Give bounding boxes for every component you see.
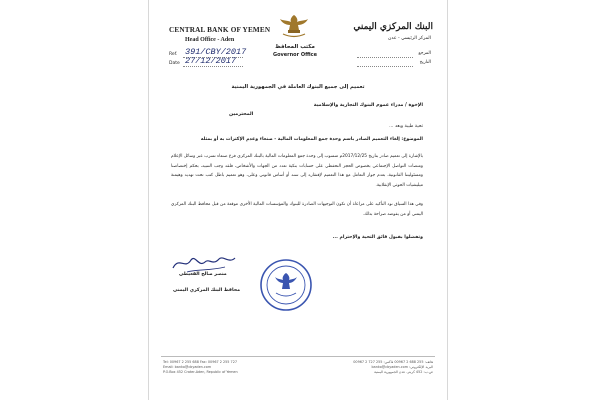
- footer-line: هاتف: 255 688 2 00967 فاكس: 255 727 2 00967: [353, 360, 433, 364]
- bank-name-en: CENTRAL BANK OF YEMEN: [169, 26, 271, 34]
- ref-label: Ref.: [169, 52, 178, 57]
- footer-rule: [161, 356, 435, 357]
- date-value: 27/12/2017: [185, 56, 237, 66]
- signer-name: منصر صالح القعيطي: [179, 272, 227, 277]
- greeting: تحية طيبة وبعد ...: [389, 124, 423, 129]
- office-en: Head Office - Aden: [185, 37, 235, 43]
- date-dotted-line: [183, 66, 243, 67]
- office-ar: المركز الرئيسي - عدن: [388, 36, 431, 41]
- footer-contact-en: [163, 360, 238, 375]
- footer-line: Email: banko@cbyaden.com: [163, 365, 212, 369]
- subject-line: الموضوع: إلغاء التعميم الصادر باسم وحدة جمع المعلومات المالية - صنعاء وعدم الإكتراث به أو بمثله: [200, 137, 423, 142]
- footer-line: Tel: 00967 2 255 688 Fax: 00967 2 255 727: [163, 360, 238, 364]
- yemen-eagle-emblem-icon: [277, 12, 311, 40]
- ar-ref-label: المرجع: [418, 51, 431, 56]
- letter-page: [148, 0, 448, 400]
- signer-title: محافظ البنك المركزي اليمني: [173, 288, 241, 293]
- bank-name-ar: البنك المركزي اليمني: [353, 22, 433, 32]
- body-paragraph-1: بالإشارة إلى تعميم صادر بتاريخ 2017/12/25م منسوب إلى وحدة جمع المعلومات المالية بالبنك المركزي فرع صنعاء تسرب عبر وسائل الإعلام ومنصات التواصل الإجتماعي بخصوص الحجز التحفظي على حسابات بنكية تعدد من الجهات والأشخاص، فلقد وجب التنبيه، بحكم إختصاصنا ومسئوليتنا القانونية، بعدم جواز التعامل مع هذا التعميم لإفتقاره إلى سند أو أساس قانوني وعلى، وهو تعميم باطل كتب تحت تهديد وهيمنة ميليشيات الحوثي الإنقلابية.: [171, 154, 424, 188]
- respect-title: المحترمين: [229, 112, 254, 117]
- footer-contact-ar: [353, 360, 433, 375]
- closing-line: وتفضلوا بقبول فائق التحية والإحترام ...: [332, 235, 423, 240]
- ar-date-dotted-line: [357, 66, 413, 67]
- governor-office-en: Governor Office: [272, 52, 318, 58]
- date-label: Date: [169, 61, 180, 66]
- addressee: الإخوة / مدراء عموم البنوك التجارية والإسلامية: [313, 103, 423, 108]
- ar-ref-dotted-line: [357, 57, 413, 58]
- ar-date-label: التاريخ: [419, 60, 431, 65]
- governor-office-ar: مكتب المحافظ: [275, 44, 315, 50]
- official-stamp-seal: [259, 258, 313, 312]
- footer-line: P.O.Box 452 Crater-Aden, Republic of Yemen: [163, 370, 238, 374]
- body-paragraph-2: وفي هذا السياق نود التأكيد على مراعاة أن تكون التوجيهات الصادرة للبنوك والمؤسسات المالية الأخرى موقعة من قبل محافظ البنك المركزي اليمني أو من يفوضه صراحة بذلك.: [171, 202, 423, 217]
- footer-line: ص.ب: 452 كريتر- عدن الجمهورية اليمنية: [374, 370, 433, 374]
- footer-line: البريد الإلكتروني: banko@cbyaden.com: [371, 365, 433, 369]
- circular-title: تعميم إلى جميع البنوك العاملة في الجمهورية اليمنية: [231, 84, 365, 90]
- ref-value: 391/CBY/2017: [185, 47, 247, 57]
